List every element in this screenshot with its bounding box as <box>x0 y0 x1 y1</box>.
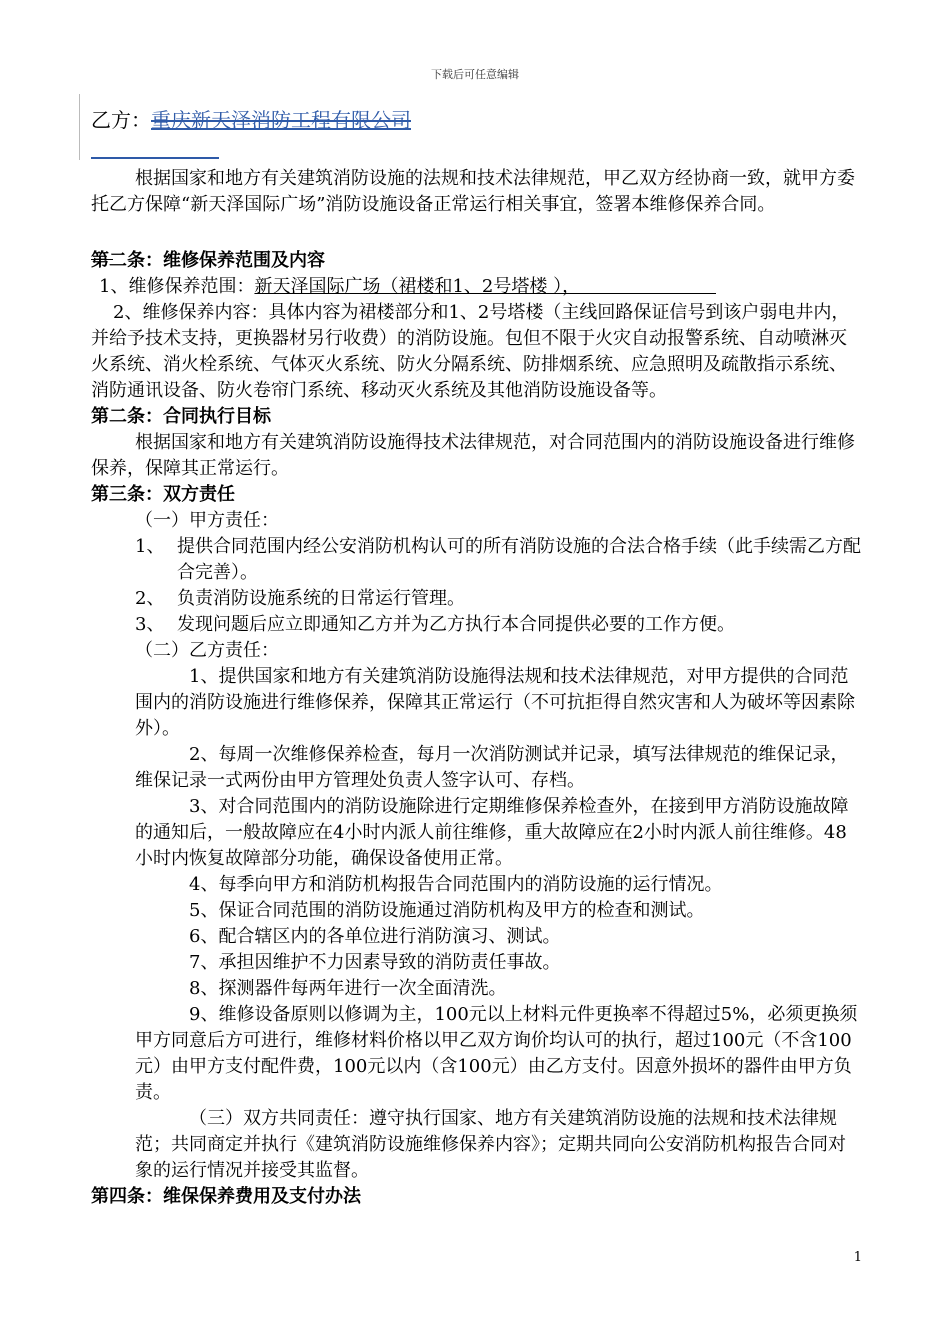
party-b-duty-title: （二）乙方责任： <box>135 640 279 661</box>
party-a-duty-item <box>91 612 861 638</box>
spacer <box>91 218 861 248</box>
scope-fill-line <box>580 275 716 294</box>
page-number: 1 <box>853 1250 862 1265</box>
party-b-duty-item: 6、配合辖区内的各单位进行消防演习、测试。 <box>189 926 561 947</box>
party-b-duty-item: 2、每周一次维修保养检查，每月一次消防测试并记录，填写法律规范的维保记录，维保记录一式两份由甲方管理处负责人签字认可、存档。 <box>135 744 849 791</box>
article-fee-heading: 第四条：维保保养费用及支付办法 <box>91 1186 361 1207</box>
scope-item-1 <box>91 274 861 300</box>
party-a-duty-item <box>91 534 861 586</box>
party-a-duty-title: （一）甲方责任： <box>135 510 279 531</box>
header-note: 下载后可任意编辑 <box>431 68 519 81</box>
document-body <box>91 166 861 1210</box>
duty-text: 提供合同范围内经公安消防机构认可的所有消防设施的合法合格手续（此手续需乙方配合完善）。 <box>177 536 861 583</box>
blue-underline-rule <box>91 157 219 159</box>
article-duties-heading: 第三条：双方责任 <box>91 484 235 505</box>
party-b-duty-item: 1、提供国家和地方有关建筑消防设施得法规和技术法律规范，对甲方提供的合同范围内的消防设施进行维修保养，保障其正常运行（不可抗拒得自然灾害和人为破坏等因素除外）。 <box>135 666 855 739</box>
party-a-duty-item <box>91 586 861 612</box>
party-b-duty-item: 3、对合同范围内的消防设施除进行定期维修保养检查外，在接到甲方消防设施故障的通知后，一般故障应在4小时内派人前往维修，重大故障应在2小时内派人前往维修。48小时内恢复故障部分功能，确保设备使用正常。 <box>135 796 849 869</box>
party-b-name: 重庆新天泽消防工程有限公司 <box>151 108 411 132</box>
duty-number: 1、 <box>135 536 165 557</box>
scope-item-2: 2、维修保养内容：具体内容为裙楼部分和1、2号塔楼（主线回路保证信号到该户弱电井内，并给予技术支持，更换器材另行收费）的消防设施。包但不限于火灾自动报警系统、自动喷淋灭火系统、消火栓系统、气体灭火系统、防火分隔系统、防排烟系统、应急照明及疏散指示系统、消防通讯设备、防火卷帘门系统、移动灭火系统及其他消防设施设备等。 <box>91 302 850 401</box>
party-b-duty-item: 4、每季向甲方和消防机构报告合同范围内的消防设施的运行情况。 <box>189 874 723 895</box>
duty-text: 发现问题后应立即通知乙方并为乙方执行本合同提供必要的工作方便。 <box>177 614 735 635</box>
scope-item-1-label: 1、维修保养范围： <box>99 276 255 297</box>
party-b-duty-item: 5、保证合同范围的消防设施通过消防机构及甲方的检查和测试。 <box>189 900 705 921</box>
party-b-label: 乙方： <box>91 108 151 132</box>
duty-text: 负责消防设施系统的日常运行管理。 <box>177 588 465 609</box>
joint-duty-text: （三）双方共同责任：遵守执行国家、地方有关建筑消防设施的法规和技术法律规范；共同商定并执行《建筑消防设施维修保养内容》；定期共同向公安消防机构报告合同对象的运行情况并接受其监督。 <box>135 1108 846 1181</box>
party-b-line <box>91 106 411 134</box>
margin-marker-line <box>79 94 80 160</box>
party-b-duty-item: 8、探测器件每两年进行一次全面清洗。 <box>189 978 507 999</box>
party-b-duty-item: 9、维修设备原则以修调为主，100元以上材料元件更换率不得超过5%，必须更换须甲方同意后方可进行，维修材料价格以甲乙双方询价均认可的执行，超过100元（不含100元）由甲方支付配件费，100元以内（含100元）由乙方支付。因意外损坏的器件由甲方负责。 <box>135 1004 858 1103</box>
scope-item-1-value: 新天泽国际广场（裙楼和1、2号塔楼 ）， <box>254 276 581 297</box>
article-goal-text: 根据国家和地方有关建筑消防设施得技术法律规范，对合同范围内的消防设施设备进行维修保养，保障其正常运行。 <box>91 432 855 479</box>
duty-number: 3、 <box>135 614 165 635</box>
article-goal-heading: 第二条：合同执行目标 <box>91 406 271 427</box>
party-b-duty-item: 7、承担因维护不力因素导致的消防责任事故。 <box>189 952 561 973</box>
article-scope-heading: 第二条：维修保养范围及内容 <box>91 250 325 271</box>
duty-number: 2、 <box>135 588 165 609</box>
intro-paragraph: 根据国家和地方有关建筑消防设施的法规和技术法律规范，甲乙双方经协商一致，就甲方委托乙方保障“新天泽国际广场”消防设施设备正常运行相关事宜，签署本维修保养合同。 <box>91 168 855 215</box>
